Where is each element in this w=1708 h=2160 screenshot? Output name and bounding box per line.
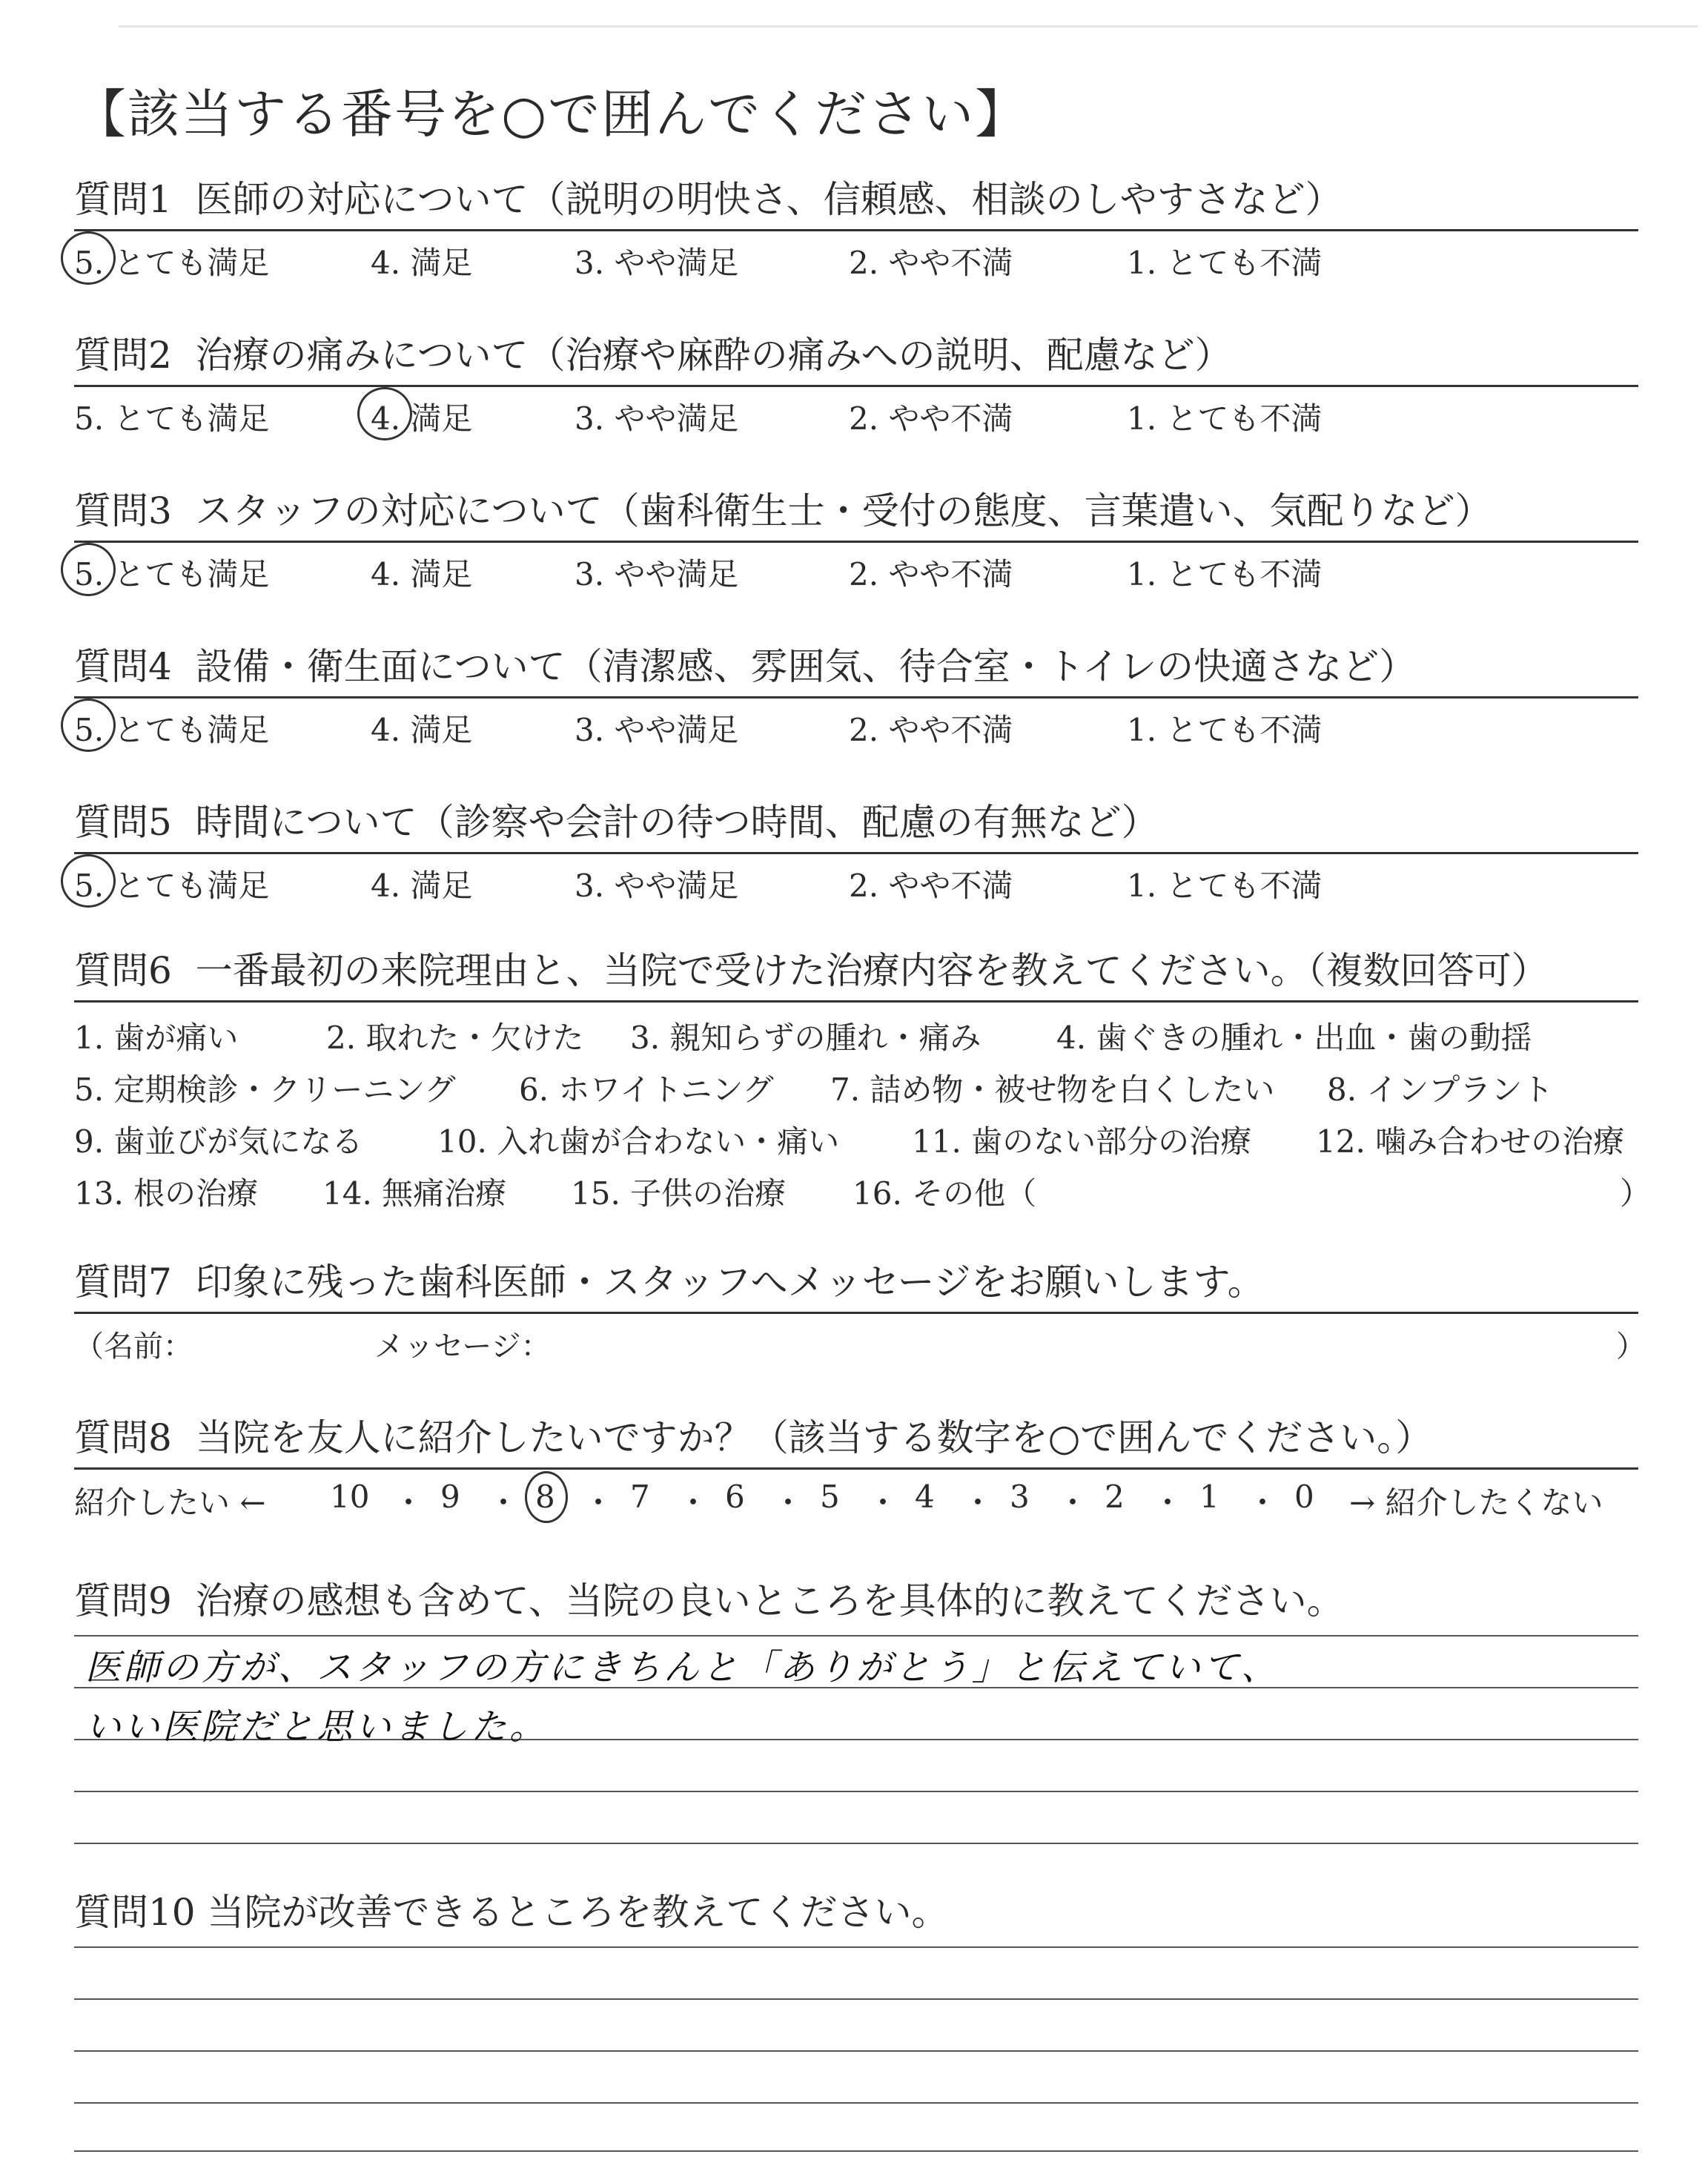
question-text: 一番最初の来院理由と、当院で受けた治療内容を教えてください。（複数回答可）: [195, 949, 1549, 992]
question-label: 質問5: [74, 801, 172, 844]
rating-option[interactable]: 2. やや不満: [849, 400, 1013, 437]
scale-separator: ・: [678, 1484, 709, 1521]
question-4: [74, 641, 1638, 750]
reason-option[interactable]: 13. 根の治療: [74, 1175, 259, 1212]
reason-option[interactable]: 1. 歯が痛い: [74, 1020, 239, 1056]
scale-separator: ・: [1057, 1484, 1089, 1521]
question-label: 質問3: [74, 489, 172, 532]
scale-number[interactable]: 0: [1294, 1479, 1314, 1515]
scale-separator: ・: [772, 1484, 804, 1521]
rating-option[interactable]: 4. 満足: [371, 868, 473, 904]
scale-number[interactable]: 3: [1010, 1479, 1030, 1515]
rating-option[interactable]: 2. やや不満: [849, 868, 1013, 904]
answer-line: [74, 1635, 1638, 1636]
question-text: 当院を友人に紹介したいですか？（該当する数字を○で囲んでください。）: [195, 1416, 1433, 1459]
answer-line: [74, 1946, 1638, 1948]
rating-options: [74, 231, 1638, 283]
scale-number[interactable]: 8: [535, 1479, 555, 1515]
reason-option[interactable]: 3. 親知らずの腫れ・痛み: [630, 1020, 982, 1056]
rating-option[interactable]: 2. やや不満: [849, 245, 1013, 281]
rating-option[interactable]: 1. とても不満: [1127, 556, 1323, 592]
close-paren: ）: [1620, 1175, 1652, 1212]
question-9: [74, 1576, 1638, 1626]
name-label: （名前：: [74, 1330, 193, 1364]
question-7: [74, 1257, 1646, 1366]
rating-option[interactable]: 3. やや満足: [575, 400, 739, 437]
rating-option[interactable]: 5. とても満足: [74, 400, 270, 437]
answer-line: [74, 1791, 1638, 1792]
scale-separator: ・: [1152, 1484, 1184, 1521]
question-text: 治療の痛みについて（治療や麻酔の痛みへの説明、配慮など）: [195, 334, 1232, 377]
rating-option[interactable]: 1. とても不満: [1127, 245, 1323, 281]
scale-number[interactable]: 1: [1199, 1479, 1219, 1515]
rating-option[interactable]: 3. やや満足: [575, 712, 739, 748]
scale-separator: ・: [867, 1484, 899, 1521]
rating-option[interactable]: 5. とても満足: [74, 245, 270, 281]
rating-option[interactable]: 3. やや満足: [575, 245, 739, 281]
recommend-right-label: → 紹介したくない: [1349, 1484, 1603, 1521]
reason-option[interactable]: 7. 詰め物・被せ物を白くしたい: [830, 1071, 1275, 1108]
question-label: 質問2: [74, 334, 172, 377]
question-label: 質問6: [74, 949, 172, 992]
rating-option[interactable]: 5. とても満足: [74, 712, 270, 748]
question-label: 質問10: [74, 1891, 196, 1934]
form-title: 【該当する番号を○で囲んでください】: [74, 84, 1029, 145]
answer-line: [74, 2150, 1638, 2152]
scale-separator: ・: [962, 1484, 994, 1521]
rating-options: [74, 698, 1638, 750]
answer-line: [74, 1843, 1638, 1844]
reason-option[interactable]: 2. 取れた・欠けた: [326, 1020, 584, 1056]
selection-circle: [61, 854, 116, 908]
rating-option[interactable]: 1. とても不満: [1127, 400, 1323, 437]
question-label: 質問4: [74, 645, 172, 688]
selection-circle: [525, 1471, 568, 1523]
question-1: [74, 174, 1638, 283]
reason-option[interactable]: 6. ホワイトニング: [519, 1071, 774, 1108]
answer-line: [74, 1998, 1638, 2000]
rating-option[interactable]: 2. やや不満: [849, 712, 1013, 748]
rating-option[interactable]: 4. 満足: [371, 400, 473, 437]
question-text: スタッフの対応について（歯科衛生士・受付の態度、言葉遣い、気配りなど）: [195, 489, 1492, 532]
answer-line: [74, 2050, 1638, 2052]
reason-option[interactable]: 15. 子供の治療: [571, 1175, 787, 1212]
scale-number[interactable]: 9: [440, 1479, 460, 1515]
selection-circle: [61, 543, 116, 596]
reason-option[interactable]: 10. 入れ歯が合わない・痛い: [437, 1123, 840, 1160]
scale-number[interactable]: 7: [630, 1479, 650, 1515]
rating-option[interactable]: 5. とても満足: [74, 868, 270, 904]
selection-circle: [61, 698, 116, 752]
scale-separator: ・: [583, 1484, 615, 1521]
question-text: 医師の対応について（説明の明快さ、信頼感、相談のしやすさなど）: [195, 178, 1343, 221]
reason-option[interactable]: 5. 定期検診・クリーニング: [74, 1071, 456, 1108]
question-label: 質問8: [74, 1416, 172, 1459]
close-paren: ）: [1616, 1330, 1646, 1364]
rating-options: [74, 387, 1638, 439]
reason-option[interactable]: 16. その他（: [853, 1175, 1037, 1212]
rating-option[interactable]: 5. とても満足: [74, 556, 270, 592]
question-text: 印象に残った歯科医師・スタッフへメッセージをお願いします。: [195, 1261, 1265, 1304]
rating-option[interactable]: 4. 満足: [371, 712, 473, 748]
question-text: 設備・衛生面について（清潔感、雰囲気、待合室・トイレの快適さなど）: [195, 645, 1417, 688]
reason-options: [74, 1003, 1652, 1218]
rating-options: [74, 543, 1638, 595]
rating-option[interactable]: 3. やや満足: [575, 868, 739, 904]
rating-option[interactable]: 4. 満足: [371, 245, 473, 281]
scale-number[interactable]: 6: [725, 1479, 745, 1515]
rating-options: [74, 854, 1638, 906]
reason-option[interactable]: 9. 歯並びが気になる: [74, 1123, 363, 1160]
question-5: [74, 797, 1638, 906]
question-label: 質問9: [74, 1579, 172, 1622]
question-label: 質問7: [74, 1261, 172, 1304]
question-10: [74, 1887, 1638, 1938]
question-text: 時間について（診察や会計の待つ時間、配慮の有無など）: [195, 801, 1159, 844]
scale-number[interactable]: 5: [820, 1479, 840, 1515]
message-label: メッセージ：: [374, 1330, 551, 1364]
question-text: 当院が改善できるところを教えてください。: [207, 1891, 949, 1934]
selection-circle: [357, 387, 412, 440]
answer-line: [74, 2102, 1638, 2104]
question-text: 治療の感想も含めて、当院の良いところを具体的に教えてください。: [195, 1579, 1344, 1622]
handwritten-answer-line-2: いい医院だと思いました。: [85, 1706, 549, 1748]
rating-option[interactable]: 3. やや満足: [575, 556, 739, 592]
question-2: [74, 330, 1638, 439]
selection-circle: [61, 231, 116, 285]
question-label: 質問1: [74, 178, 172, 221]
rating-option[interactable]: 2. やや不満: [849, 556, 1013, 592]
scale-number[interactable]: 2: [1105, 1479, 1125, 1515]
reason-option[interactable]: 14. 無痛治療: [322, 1175, 507, 1212]
recommend-scale: [74, 1470, 1638, 1522]
rating-option[interactable]: 1. とても不満: [1127, 868, 1323, 904]
reason-option[interactable]: 11. 歯のない部分の治療: [912, 1123, 1252, 1160]
question-6: [74, 945, 1652, 1218]
handwritten-answer-line-1: 医師の方が、スタッフの方にきちんと「ありがとう」と伝えていて、: [85, 1647, 1280, 1688]
top-border: [119, 25, 1698, 27]
scale-separator: ・: [393, 1484, 425, 1521]
question-3: [74, 486, 1638, 595]
reason-option[interactable]: 8. インプラント: [1327, 1071, 1554, 1108]
scale-separator: ・: [1247, 1484, 1279, 1521]
rating-option[interactable]: 4. 満足: [371, 556, 473, 592]
scale-separator: ・: [488, 1484, 520, 1521]
rating-option[interactable]: 1. とても不満: [1127, 712, 1323, 748]
scale-number[interactable]: 10: [330, 1479, 370, 1515]
question-8: [74, 1413, 1638, 1522]
reason-option[interactable]: 4. 歯ぐきの腫れ・出血・歯の動揺: [1056, 1020, 1532, 1056]
reason-option[interactable]: 12. 噛み合わせの治療: [1316, 1123, 1625, 1160]
scale-number[interactable]: 4: [915, 1479, 935, 1515]
recommend-left-label: 紹介したい ←: [74, 1484, 266, 1521]
